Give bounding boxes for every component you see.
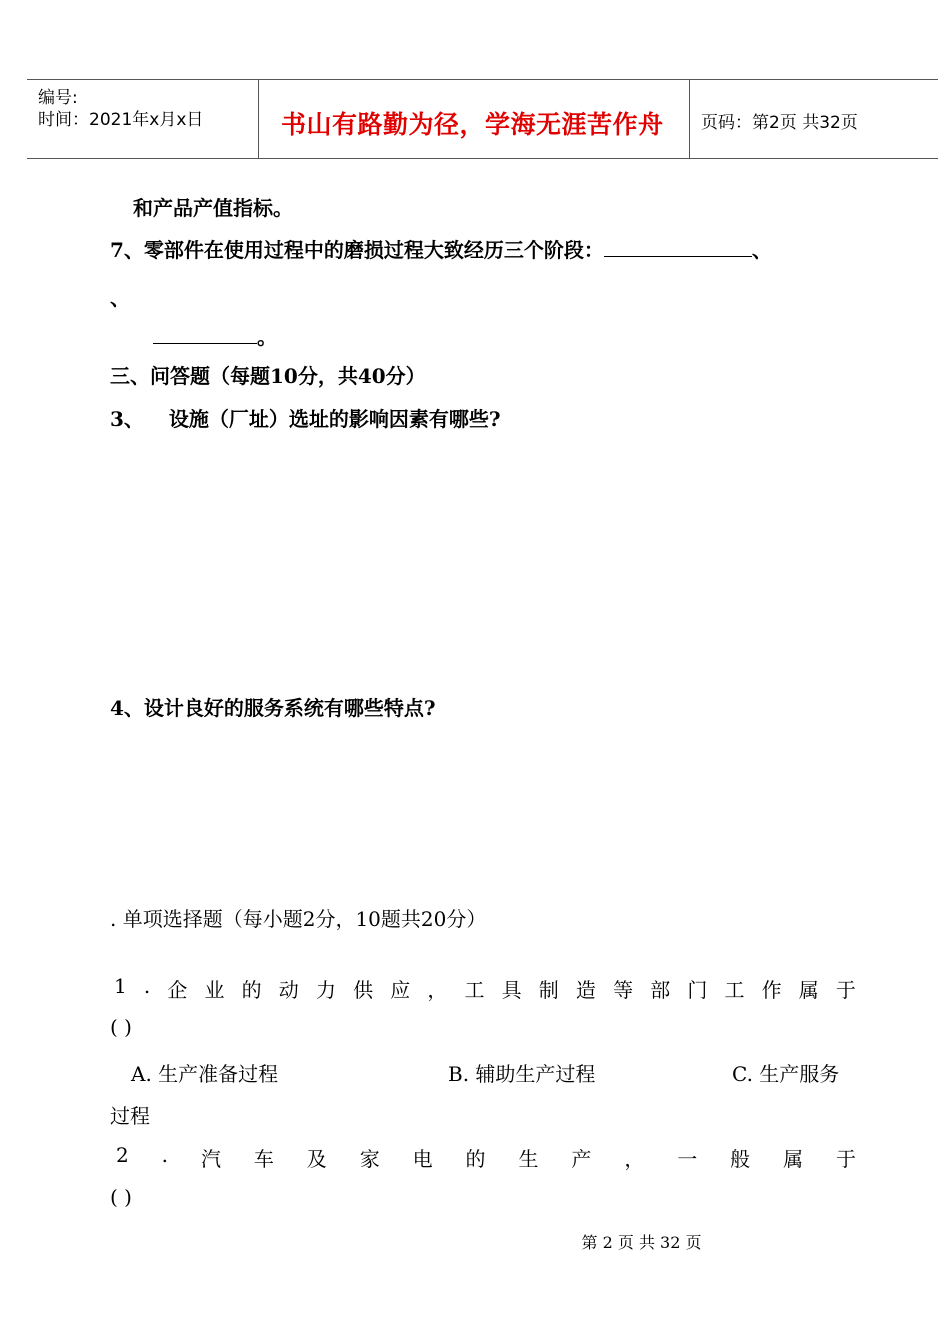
spread-char: 企 bbox=[167, 978, 188, 1002]
mc-question-1-line bbox=[114, 974, 856, 1003]
mc-question-1-paren: ( ) bbox=[110, 1015, 132, 1039]
section-3-title: 三、问答题（每题10分，共40分） bbox=[110, 364, 426, 388]
mc-1-option-b: B. 辅助生产过程 bbox=[448, 1062, 596, 1086]
mc-1-option-c-continued: 过程 bbox=[110, 1104, 150, 1128]
header-left-cell bbox=[27, 80, 259, 158]
question-3-number: 3、 bbox=[110, 407, 144, 431]
spread-char: 1 bbox=[114, 974, 127, 998]
line-end: 。 bbox=[257, 325, 277, 349]
question-3-text: 设施（厂址）选址的影响因素有哪些? bbox=[168, 407, 501, 431]
spread-char: 业 bbox=[204, 978, 225, 1002]
question-7-separator-line: 、 bbox=[110, 286, 130, 310]
spread-char: 造 bbox=[575, 978, 596, 1002]
spread-char: 门 bbox=[687, 978, 708, 1002]
multiple-choice-title: . 单项选择题（每小题2分，10题共20分） bbox=[110, 907, 487, 931]
spread-char: 汽 bbox=[200, 1147, 221, 1171]
spread-char: 产 bbox=[571, 1147, 592, 1171]
spread-char: 生 bbox=[518, 1147, 539, 1171]
spread-char: 一 bbox=[677, 1147, 698, 1171]
question-7 bbox=[110, 234, 772, 263]
mc-question-2-line bbox=[116, 1143, 856, 1172]
mc-1-option-a: A. 生产准备过程 bbox=[131, 1062, 279, 1086]
header-right-cell bbox=[690, 80, 938, 158]
spread-char: 属 bbox=[783, 1147, 804, 1171]
spread-char: 供 bbox=[353, 978, 374, 1002]
question-7-text: 7、零部件在使用过程中的磨损过程大致经历三个阶段： bbox=[110, 238, 604, 262]
code-label: 编号: bbox=[38, 88, 78, 108]
spread-char: 工 bbox=[724, 978, 745, 1002]
page-footer: 第 2 页 共 32 页 bbox=[581, 1233, 702, 1252]
mc-question-2-paren: ( ) bbox=[110, 1185, 132, 1209]
spread-char: 制 bbox=[538, 978, 559, 1002]
spread-char: 2 bbox=[116, 1143, 129, 1167]
mc-1-option-c: C. 生产服务 bbox=[732, 1062, 840, 1086]
spread-char: 及 bbox=[306, 1147, 327, 1171]
spread-char: 作 bbox=[761, 978, 782, 1002]
spread-char: 部 bbox=[650, 978, 671, 1002]
spread-char: 工 bbox=[464, 978, 485, 1002]
spread-char: 的 bbox=[241, 978, 262, 1002]
question-4: 4、设计良好的服务系统有哪些特点? bbox=[110, 696, 436, 720]
spread-char: . bbox=[143, 974, 151, 998]
question-7-last-blank-line bbox=[153, 321, 277, 350]
spread-char: . bbox=[161, 1143, 169, 1167]
spread-char: 的 bbox=[465, 1147, 486, 1171]
spread-char: 具 bbox=[501, 978, 522, 1002]
header-middle-cell bbox=[259, 80, 690, 158]
spread-char: 等 bbox=[613, 978, 634, 1002]
spread-char: 于 bbox=[835, 978, 856, 1002]
previous-line: 和产品产值指标。 bbox=[133, 196, 293, 220]
spread-char: 应 bbox=[390, 978, 411, 1002]
answer-blank bbox=[153, 325, 257, 344]
spread-char: 动 bbox=[278, 978, 299, 1002]
spread-char: 电 bbox=[412, 1147, 433, 1171]
page-header bbox=[27, 79, 938, 159]
spread-char: ， bbox=[624, 1147, 645, 1171]
answer-blank bbox=[604, 238, 752, 257]
spread-char: 于 bbox=[836, 1147, 856, 1171]
spread-char: 车 bbox=[253, 1147, 274, 1171]
date-label: 时间：2021年x月x日 bbox=[38, 110, 204, 130]
spread-char: 属 bbox=[798, 978, 819, 1002]
separator: 、 bbox=[751, 238, 772, 262]
page-indicator: 页码：第2页 共32页 bbox=[701, 113, 858, 133]
spread-char: ， bbox=[427, 978, 448, 1002]
question-3 bbox=[110, 403, 501, 432]
motto: 书山有路勤为径，学海无涯苦作舟 bbox=[281, 110, 664, 139]
spread-char: 般 bbox=[730, 1147, 751, 1171]
spread-char: 家 bbox=[359, 1147, 380, 1171]
spread-char: 力 bbox=[315, 978, 336, 1002]
